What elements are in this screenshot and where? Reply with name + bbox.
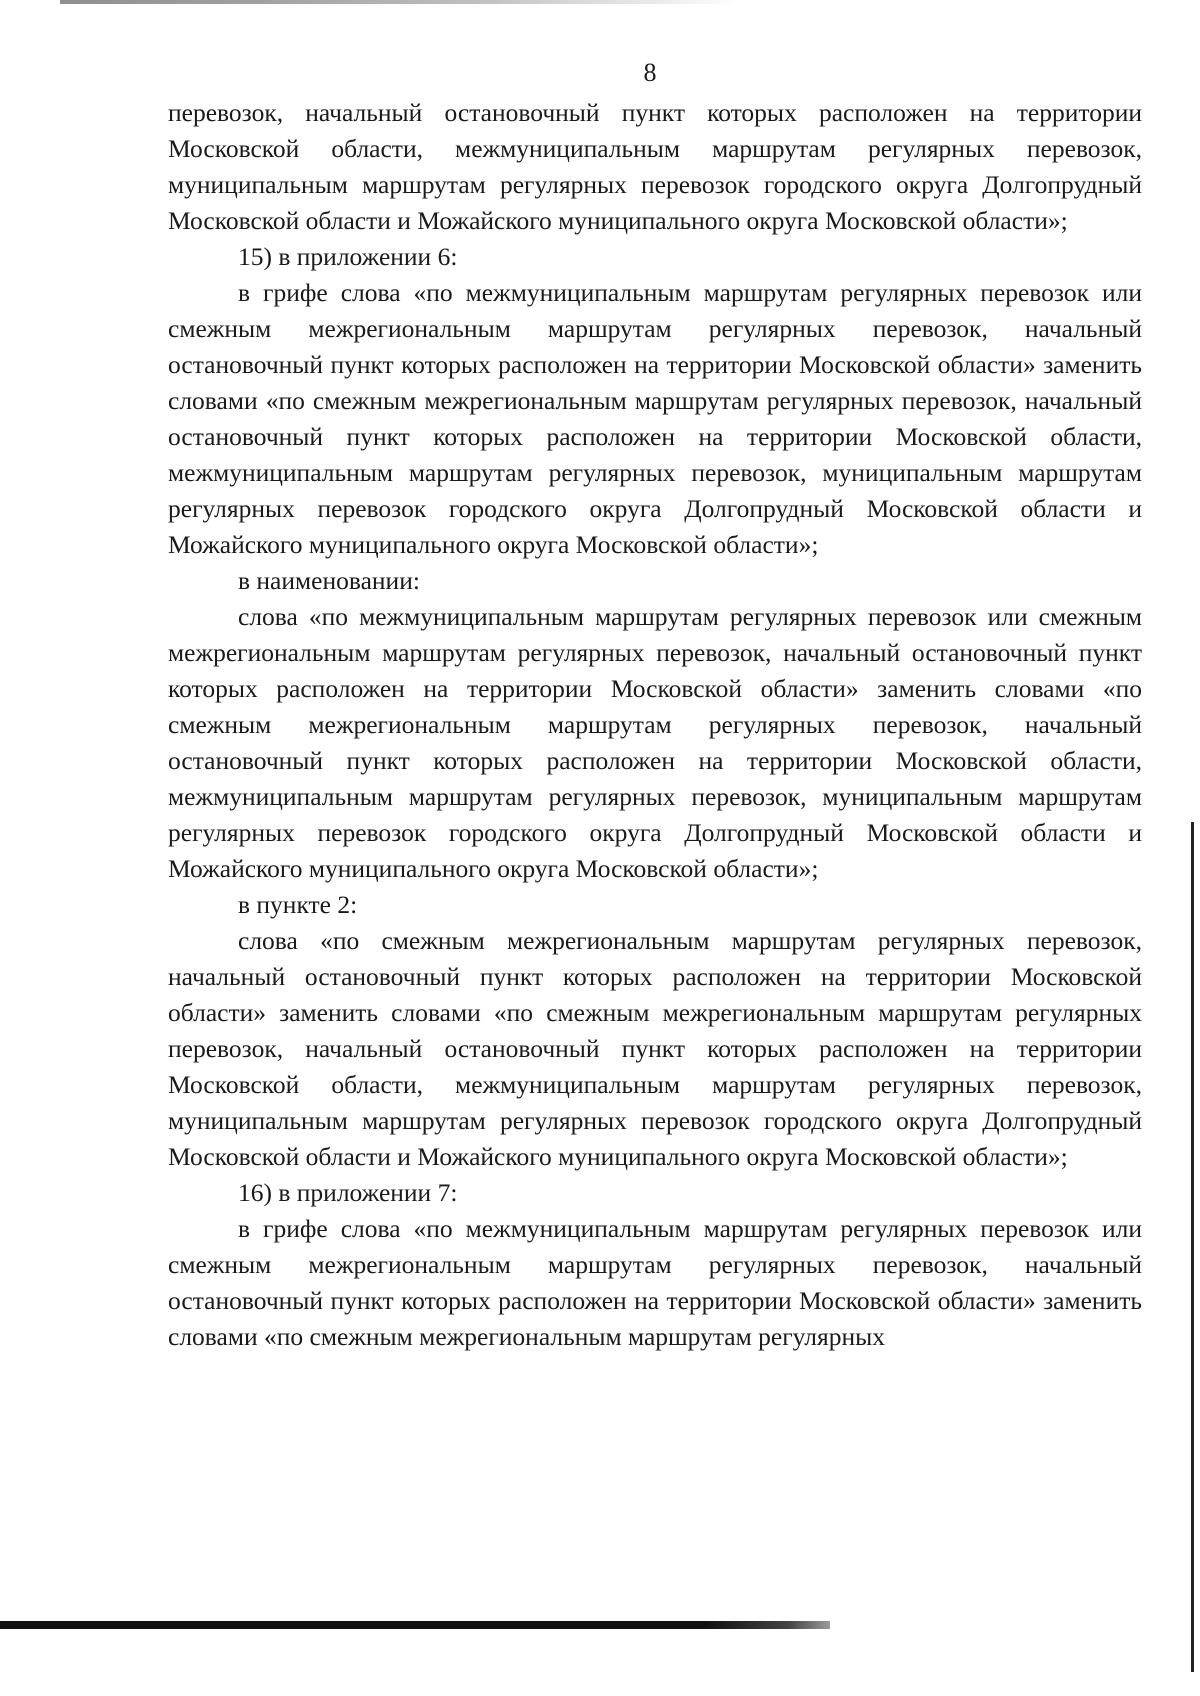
- paragraph-item-16: 16) в приложении 7:: [238, 1178, 458, 1207]
- paragraph-clause-2-heading: в пункте 2:: [238, 890, 358, 919]
- paragraph-clause-2-amendment: слова «по смежным межрегиональным маршрутам регулярных перевозок, начальный остановочный пункт которых расположен на территории Московской области» заменить словами «по смежным межрегиональным маршрутам регулярных перевозок, начальный остановочный пункт которых расположен на территории Московской области, межмуниципальным маршрутам регулярных перевозок, муниципальным маршрутам регулярных перевозок городского округа Долгопрудный Московской области и Можайского муниципального округа Московской области»;: [168, 926, 1142, 1171]
- page-number: 8: [643, 58, 657, 87]
- scan-edge-right: [1191, 822, 1194, 1672]
- paragraph-stamp-amendment-7: в грифе слова «по межмуниципальным маршрутам регулярных перевозок или смежным межрегиональным маршрутам регулярных перевозок, начальный остановочный пункт которых расположен на территории Московской области» заменить словами «по смежным межрегиональным маршрутам регулярных: [168, 1214, 1142, 1351]
- scan-edge-bottom: [0, 1621, 830, 1629]
- document-body: [168, 95, 1142, 1355]
- paragraph-item-15: 15) в приложении 6:: [238, 242, 458, 271]
- scan-edge-top: [60, 0, 740, 4]
- paragraph-title-heading: в наименовании:: [238, 566, 420, 595]
- paragraph-continuation: перевозок, начальный остановочный пункт которых расположен на территории Московской области, межмуниципальным маршрутам регулярных перевозок, муниципальным маршрутам регулярных перевозок городского округа Долгопрудный Московской области и Можайского муниципального округа Московской области»;: [168, 98, 1142, 235]
- paragraph-title-amendment: слова «по межмуниципальным маршрутам регулярных перевозок или смежным межрегиональным маршрутам регулярных перевозок, начальный остановочный пункт которых расположен на территории Московской области» заменить словами «по смежным межрегиональным маршрутам регулярных перевозок, начальный остановочный пункт которых расположен на территории Московской области, межмуниципальным маршрутам регулярных перевозок, муниципальным маршрутам регулярных перевозок городского округа Долгопрудный Московской области и Можайского муниципального округа Московской области»;: [168, 602, 1142, 883]
- paragraph-stamp-amendment: в грифе слова «по межмуниципальным маршрутам регулярных перевозок или смежным межрегиональным маршрутам регулярных перевозок, начальный остановочный пункт которых расположен на территории Московской области» заменить словами «по смежным межрегиональным маршрутам регулярных перевозок, начальный остановочный пункт которых расположен на территории Московской области, межмуниципальным маршрутам регулярных перевозок, муниципальным маршрутам регулярных перевозок городского округа Долгопрудный Московской области и Можайского муниципального округа Московской области»;: [168, 278, 1142, 559]
